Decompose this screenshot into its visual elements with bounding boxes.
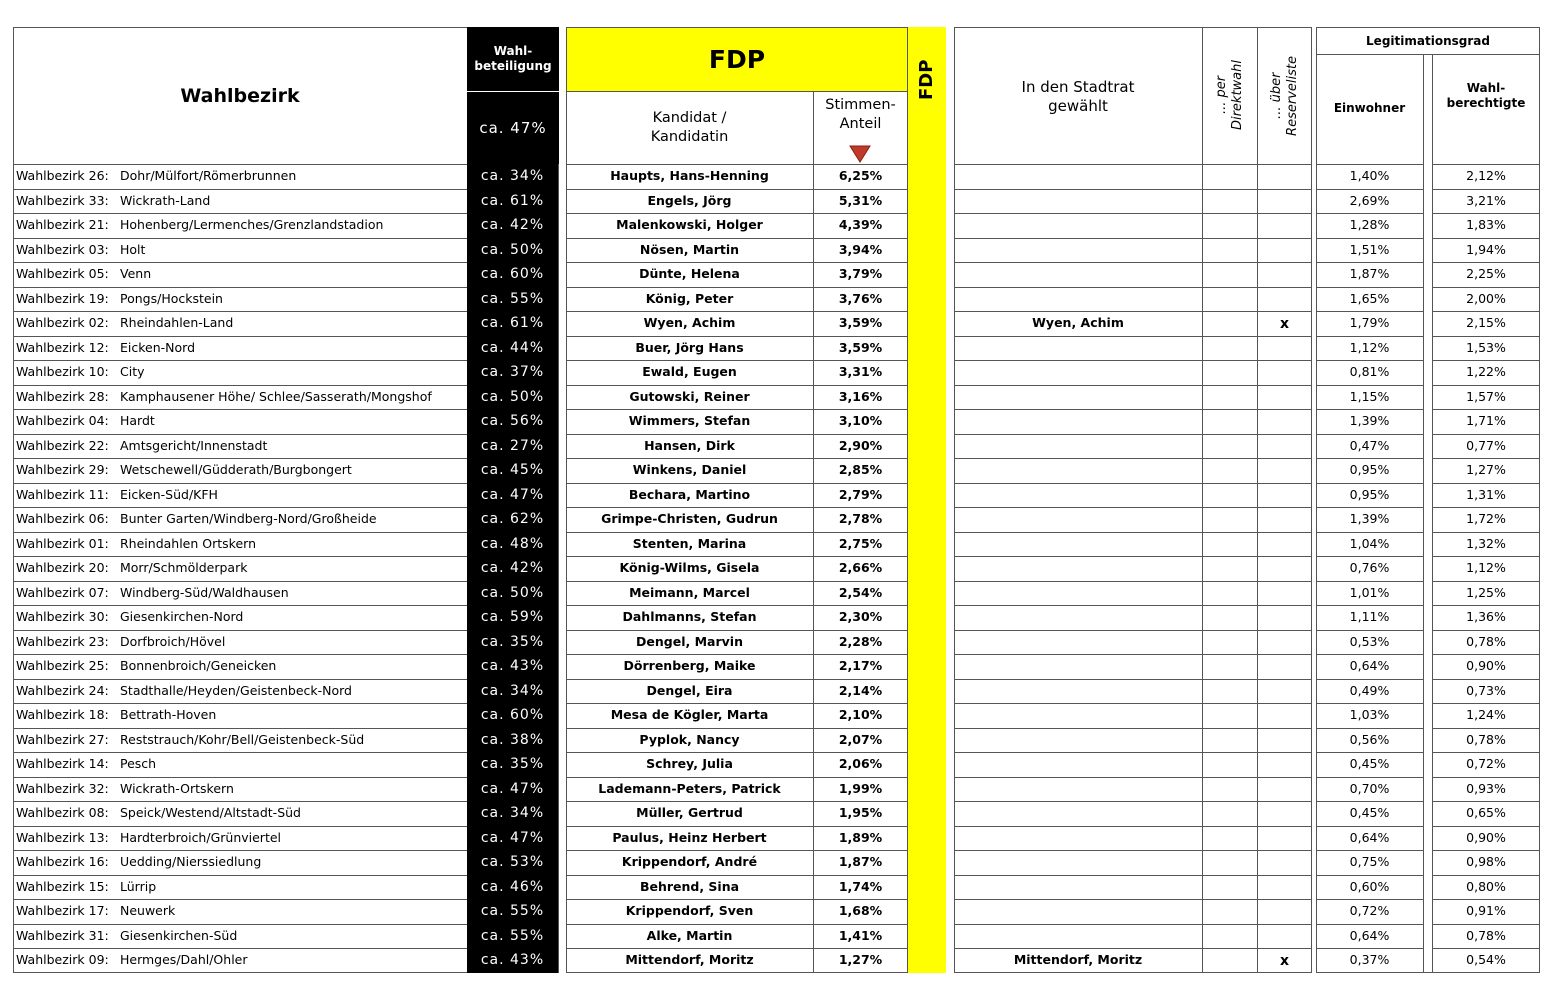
vote-share: 2,54% (838, 584, 883, 600)
turnout-value: ca. 42% (467, 556, 558, 581)
candidate-name: König, Peter (645, 290, 734, 306)
candidate-name: Mittendorf, Moritz (625, 952, 754, 967)
district-name: Bettrath-Hoven (120, 707, 217, 722)
wahlberechtigte-value: 1,25% (1466, 584, 1506, 600)
district-number: Wahlbezirk 26: (16, 168, 109, 183)
einwohner-value: 0,70% (1349, 780, 1390, 796)
candidate-name: Krippendorf, Sven (625, 903, 754, 918)
district-number: Wahlbezirk 06: (16, 511, 109, 526)
turnout-value: ca. 45% (467, 458, 558, 483)
district-name: Morr/Schmölderpark (120, 560, 248, 575)
wahlberechtigte-value: 1,36% (1466, 609, 1506, 624)
einwohner-value: 1,39% (1349, 413, 1390, 428)
row-divider (954, 483, 1312, 484)
row-divider (954, 679, 1312, 680)
einwohner-value: 0,64% (1349, 927, 1390, 943)
district-number: Wahlbezirk 03: (16, 241, 109, 257)
legitimation-header: Legitimationsgrad (1366, 33, 1490, 48)
row-divider (954, 189, 1312, 190)
district-number: Wahlbezirk 18: (16, 707, 109, 722)
turnout-value: ca. 27% (467, 434, 558, 459)
party-header: FDP (567, 28, 907, 91)
row-divider (954, 752, 1312, 753)
turnout-value: ca. 37% (467, 360, 558, 385)
einwohner-value: 1,28% (1349, 217, 1390, 232)
turnout-value: ca. 34% (467, 801, 558, 826)
einwohner-value: 0,60% (1349, 878, 1390, 894)
vote-share: 2,75% (838, 535, 883, 551)
row-divider (954, 899, 1312, 900)
wahlberechtigte-value: 1,32% (1466, 535, 1506, 551)
einwohner-value: 1,39% (1349, 511, 1390, 526)
einwohner-value: 0,75% (1349, 854, 1390, 869)
candidate-name: Gutowski, Reiner (629, 388, 750, 404)
vote-share: 3,10% (838, 413, 883, 428)
vote-share: 3,76% (838, 290, 883, 306)
einwohner-value: 0,47% (1349, 437, 1390, 453)
direktwahl-header: ... per Direktwahl (1213, 59, 1245, 131)
district-number: Wahlbezirk 01: (16, 535, 109, 551)
candidate-name: Behrend, Sina (639, 878, 740, 894)
turnout-value: ca. 59% (467, 605, 558, 630)
district-number: Wahlbezirk 31: (16, 927, 109, 943)
district-name: Reststrauch/Kohr/Bell/Geistenbeck-Süd (120, 731, 365, 747)
district-name: Lürrip (120, 878, 157, 894)
turnout-value: ca. 47% (467, 777, 558, 802)
vote-share: 2,14% (838, 682, 883, 698)
vote-share: 1,87% (838, 854, 883, 869)
wahlberechtigte-value: 2,12% (1466, 168, 1506, 183)
row-divider (954, 924, 1312, 925)
turnout-value: ca. 43% (467, 948, 558, 973)
candidate-name: Haupts, Hans-Henning (610, 168, 769, 183)
row-divider (954, 826, 1312, 827)
vote-share: 1,27% (838, 952, 883, 967)
einwohner-value: 1,65% (1349, 290, 1390, 306)
einwohner-value: 1,04% (1349, 535, 1390, 551)
district-name: Venn (120, 266, 152, 281)
district-number: Wahlbezirk 10: (16, 364, 109, 379)
row-divider (954, 336, 1312, 337)
district-name: City (120, 364, 145, 379)
wahlbezirk-header: Wahlbezirk (180, 84, 300, 107)
row-divider (954, 409, 1312, 410)
turnout-value: ca. 42% (467, 213, 558, 238)
candidate-name: Engels, Jörg (647, 192, 732, 208)
row-divider (954, 238, 1312, 239)
sort-descending-icon[interactable] (849, 145, 871, 163)
district-name: Speick/Westend/Altstadt-Süd (120, 805, 301, 820)
wahlberechtigte-value: 0,90% (1466, 658, 1506, 673)
district-number: Wahlbezirk 23: (16, 633, 109, 649)
turnout-value: ca. 56% (467, 409, 558, 434)
turnout-value: ca. 61% (467, 311, 558, 336)
row-divider (954, 287, 1312, 288)
row-divider (954, 654, 1312, 655)
reserveliste-header-box (1257, 40, 1312, 152)
district-name: Rheindahlen-Land (120, 315, 234, 330)
vote-share: 2,10% (838, 707, 883, 722)
einwohner-value: 0,95% (1349, 486, 1390, 502)
district-name: Hardterbroich/Grünviertel (120, 829, 282, 845)
candidate-name: Krippendorf, André (621, 854, 758, 869)
turnout-value: ca. 60% (467, 262, 558, 287)
district-name: Bonnenbroich/Geneicken (120, 658, 277, 673)
district-number: Wahlbezirk 33: (16, 192, 109, 208)
district-number: Wahlbezirk 29: (16, 462, 109, 477)
row-divider (954, 556, 1312, 557)
vote-share: 3,79% (838, 266, 883, 281)
wahlberechtigte-value: 0,93% (1466, 780, 1506, 796)
district-number: Wahlbezirk 27: (16, 731, 109, 747)
turnout-value: ca. 46% (467, 875, 558, 900)
district-name: Amtsgericht/Innenstadt (120, 437, 268, 453)
einwohner-value: 1,87% (1349, 266, 1390, 281)
vote-share: 2,30% (838, 609, 883, 624)
district-name: Pesch (120, 756, 157, 771)
candidate-name: Nösen, Martin (639, 241, 740, 257)
wahlberechtigte-value: 1,31% (1466, 486, 1506, 502)
candidate-name: Alke, Martin (646, 927, 733, 943)
stadtrat-divider-2 (1257, 27, 1258, 973)
wahlberechtigte-value: 0,78% (1466, 731, 1506, 747)
turnout-value: ca. 43% (467, 654, 558, 679)
district-number: Wahlbezirk 16: (16, 854, 109, 869)
district-name: Windberg-Süd/Waldhausen (120, 584, 289, 600)
candidate-name: Grimpe-Christen, Gudrun (601, 511, 778, 526)
einwohner-value: 0,81% (1349, 364, 1390, 379)
vote-share: 3,16% (838, 388, 883, 404)
direktwahl-header-box (1202, 40, 1257, 150)
vote-share: 2,28% (838, 633, 883, 649)
turnout-value: ca. 55% (467, 899, 558, 924)
vote-share: 3,59% (838, 315, 883, 330)
turnout-value: ca. 34% (467, 164, 558, 189)
district-number: Wahlbezirk 08: (16, 805, 109, 820)
wahlberechtigte-value: 0,54% (1466, 952, 1506, 967)
einwohner-value: 0,37% (1349, 952, 1390, 967)
candidate-name: Mesa de Kögler, Marta (610, 707, 769, 722)
turnout-value: ca. 50% (467, 385, 558, 410)
vote-share: 2,78% (838, 511, 883, 526)
turnout-value: ca. 61% (467, 189, 558, 214)
vote-share: 2,17% (838, 658, 883, 673)
einwohner-value: 1,79% (1349, 315, 1390, 330)
row-divider (954, 728, 1312, 729)
einwohner-value: 0,53% (1349, 633, 1390, 649)
row-divider (954, 605, 1312, 606)
einwohner-value: 0,64% (1349, 829, 1390, 845)
wahlberechtigte-value: 0,98% (1466, 854, 1506, 869)
vote-share: 1,68% (838, 903, 883, 918)
einwohner-value: 2,69% (1349, 192, 1390, 208)
einwohner-value: 1,11% (1349, 609, 1390, 624)
district-number: Wahlbezirk 12: (16, 339, 109, 355)
vote-share: 1,95% (838, 805, 883, 820)
district-number: Wahlbezirk 19: (16, 290, 109, 306)
wahlberechtigte-value: 0,78% (1466, 633, 1506, 649)
wahlberechtigte-value: 1,53% (1466, 339, 1506, 355)
vote-share: 2,66% (838, 560, 883, 575)
district-number: Wahlbezirk 28: (16, 388, 109, 404)
district-name: Eicken-Nord (120, 339, 196, 355)
vote-share: 2,07% (838, 731, 883, 747)
district-number: Wahlbezirk 25: (16, 658, 109, 673)
einwohner-value: 0,72% (1349, 903, 1390, 918)
turnout-value: ca. 47% (467, 483, 558, 508)
candidate-name: Hansen, Dirk (644, 437, 735, 453)
vote-share: 3,31% (838, 364, 883, 379)
row-divider (954, 532, 1312, 533)
reserveliste-header: ... über Reserveliste (1268, 56, 1300, 136)
vote-share: 1,74% (838, 878, 883, 894)
elected-name: Mittendorf, Moritz (1013, 952, 1143, 967)
einwohner-value: 1,03% (1349, 707, 1390, 722)
district-name: Dohr/Mülfort/Römerbrunnen (120, 168, 297, 183)
einwohner-value: 0,56% (1349, 731, 1390, 747)
turnout-value: ca. 34% (467, 679, 558, 704)
einwohner-value: 1,51% (1349, 241, 1390, 257)
turnout-value: ca. 47% (467, 826, 558, 851)
einwohner-value: 0,95% (1349, 462, 1390, 477)
wahlberechtigte-value: 1,57% (1466, 388, 1506, 404)
wahlberechtigte-value: 2,25% (1466, 266, 1506, 281)
party-band-label: FDP (916, 59, 937, 101)
district-number: Wahlbezirk 30: (16, 609, 109, 624)
candidate-name: Winkens, Daniel (632, 462, 747, 477)
turnout-value: ca. 50% (467, 238, 558, 263)
district-name: Pongs/Hockstein (120, 290, 223, 306)
elected-name: Wyen, Achim (1032, 315, 1124, 330)
candidate-name: König-Wilms, Gisela (619, 560, 760, 575)
row-divider (954, 262, 1312, 263)
einwohner-value: 0,45% (1349, 805, 1390, 820)
wahlberechtigte-value: 0,65% (1466, 805, 1506, 820)
turnout-value: ca. 44% (467, 336, 558, 361)
wahlberechtigte-value: 1,72% (1466, 511, 1506, 526)
candidate-name: Dünte, Helena (639, 266, 740, 281)
row-divider (954, 360, 1312, 361)
legitimation-header-divider (1316, 54, 1540, 55)
party-band (908, 27, 946, 973)
stadtrat-block (954, 27, 1312, 973)
wahlberechtigte-value: 0,77% (1466, 437, 1506, 453)
vote-share: 2,06% (838, 756, 883, 771)
vote-share: 1,89% (838, 829, 883, 845)
candidate-name: Dahlmanns, Stefan (622, 609, 757, 624)
vote-share: 5,31% (838, 192, 883, 208)
row-divider (954, 703, 1312, 704)
wahlberechtigte-value: 1,22% (1466, 364, 1506, 379)
district-number: Wahlbezirk 05: (16, 266, 109, 281)
wahlberechtigte-value: 2,15% (1466, 315, 1506, 330)
district-name: Stadthalle/Heyden/Geistenbeck-Nord (120, 682, 352, 698)
einwohner-value: 1,15% (1349, 388, 1390, 404)
einwohner-value: 0,45% (1349, 756, 1390, 771)
candidate-name: Wyen, Achim (643, 315, 736, 330)
wahlberechtigte-value: 0,91% (1466, 903, 1506, 918)
candidate-name: Ewald, Eugen (642, 364, 737, 379)
wahlberechtigte-value: 0,78% (1466, 927, 1506, 943)
einwohner-header: Einwohner (1333, 101, 1406, 115)
district-name: Giesenkirchen-Nord (120, 609, 244, 624)
district-name: Hardt (120, 413, 155, 428)
reserveliste-mark: x (1279, 316, 1290, 332)
row-divider (954, 385, 1312, 386)
district-name: Hermges/Dahl/Ohler (120, 952, 248, 967)
district-number: Wahlbezirk 32: (16, 780, 109, 796)
einwohner-value: 0,49% (1349, 682, 1390, 698)
stadtrat-divider-1 (1202, 27, 1203, 973)
district-name: Eicken-Süd/KFH (120, 486, 218, 502)
row-divider (954, 801, 1312, 802)
candidate-name: Malenkowski, Holger (616, 217, 763, 232)
district-number: Wahlbezirk 20: (16, 560, 109, 575)
district-name: Kamphausener Höhe/ Schlee/Sasserath/Mongshof (120, 388, 432, 404)
wahlberechtigte-value: 1,71% (1466, 413, 1506, 428)
district-number: Wahlbezirk 11: (16, 486, 109, 502)
district-number: Wahlbezirk 14: (16, 756, 109, 771)
einwohner-value: 1,12% (1349, 339, 1390, 355)
vote-share: 3,94% (838, 241, 883, 257)
district-number: Wahlbezirk 02: (16, 315, 109, 330)
einwohner-value: 0,76% (1349, 560, 1390, 575)
district-name: Hohenberg/Lermenches/Grenzlandstadion (120, 217, 384, 232)
candidate-name: Pyplok, Nancy (639, 731, 740, 747)
district-number: Wahlbezirk 13: (16, 829, 109, 845)
district-number: Wahlbezirk 04: (16, 413, 109, 428)
district-number: Wahlbezirk 22: (16, 437, 109, 453)
vote-share: 6,25% (838, 168, 883, 183)
candidate-name: Meimann, Marcel (629, 584, 750, 600)
vote-share: 2,90% (838, 437, 883, 453)
district-number: Wahlbezirk 17: (16, 903, 109, 918)
candidate-name: Paulus, Heinz Herbert (612, 829, 767, 845)
district-number: Wahlbezirk 15: (16, 878, 109, 894)
candidate-name: Dengel, Eira (646, 682, 733, 698)
turnout-value: ca. 38% (467, 728, 558, 753)
candidate-name: Stenten, Marina (632, 535, 747, 551)
reserveliste-mark: x (1279, 953, 1290, 969)
wahlberechtigte-value: 1,83% (1466, 217, 1506, 232)
vote-share: 1,41% (838, 927, 883, 943)
stimmen-header: Stimmen- Anteil (825, 97, 896, 132)
row-divider (954, 630, 1312, 631)
district-name: Bunter Garten/Windberg-Nord/Großheide (120, 511, 377, 526)
vote-share: 1,99% (838, 780, 883, 796)
candidate-name: Müller, Gertrud (636, 805, 743, 820)
legitimation-divider-1 (1423, 54, 1424, 973)
district-name: Neuwerk (120, 903, 176, 918)
wahlbeteiligung-header: Wahl- beteiligung (474, 44, 552, 73)
wahlberechtigte-value: 0,72% (1466, 756, 1506, 771)
wahlberechtigte-value: 3,21% (1466, 192, 1506, 208)
stadtrat-header: In den Stadtrat gewählt (1021, 78, 1135, 115)
vote-share: 2,85% (838, 462, 883, 477)
district-name: Holt (120, 241, 146, 257)
wahlberechtigte-value: 0,90% (1466, 829, 1506, 845)
district-number: Wahlbezirk 07: (16, 584, 109, 600)
wahlberechtigte-value: 0,80% (1466, 878, 1506, 894)
vote-share: 4,39% (838, 217, 883, 232)
row-divider (954, 875, 1312, 876)
turnout-value: ca. 60% (467, 703, 558, 728)
turnout-value: ca. 50% (467, 581, 558, 606)
row-divider (954, 434, 1312, 435)
district-name: Uedding/Nierssiedlung (120, 854, 262, 869)
wahlberechtigte-value: 0,73% (1466, 682, 1506, 698)
row-divider (954, 777, 1312, 778)
candidate-name: Wimmers, Stefan (628, 413, 751, 428)
district-number: Wahlbezirk 24: (16, 682, 109, 698)
district-name: Dorfbroich/Hövel (120, 633, 226, 649)
vote-share: 3,59% (838, 339, 883, 355)
wahlberechtigte-value: 2,00% (1466, 290, 1506, 306)
kandidat-header: Kandidat / Kandidatin (650, 110, 729, 145)
turnout-value: ca. 62% (467, 507, 558, 532)
row-divider (954, 164, 1312, 165)
wahlberechtigte-value: 1,94% (1466, 241, 1506, 257)
row-divider (954, 507, 1312, 508)
candidate-name: Dengel, Marvin (636, 633, 743, 649)
wahlberechtigte-value: 1,24% (1466, 707, 1506, 722)
row-divider (954, 850, 1312, 851)
district-name: Wickrath-Ortskern (120, 780, 234, 796)
vote-share: 2,79% (838, 486, 883, 502)
candidate-name: Bechara, Martino (628, 486, 751, 502)
einwohner-value: 1,40% (1349, 168, 1390, 183)
turnout-value: ca. 48% (467, 532, 558, 557)
candidate-name: Schrey, Julia (646, 756, 733, 771)
district-name: Rheindahlen Ortskern (120, 535, 256, 551)
candidate-name: Dörrenberg, Maike (623, 658, 756, 673)
turnout-value: ca. 53% (467, 850, 558, 875)
candidate-name: Buer, Jörg Hans (635, 339, 744, 355)
einwohner-value: 0,64% (1349, 658, 1390, 673)
district-name: Wetschewell/Güdderath/Burgbongert (120, 462, 352, 477)
wahlberechtigte-value: 1,27% (1466, 462, 1506, 477)
turnout-value: ca. 35% (467, 630, 558, 655)
wahlbeteiligung-total: ca. 47% (479, 119, 547, 137)
turnout-value: ca. 55% (467, 287, 558, 312)
turnout-value: ca. 55% (467, 924, 558, 949)
turnout-value: ca. 35% (467, 752, 558, 777)
einwohner-value: 1,01% (1349, 584, 1390, 600)
row-divider (954, 213, 1312, 214)
candidate-name: Lademann-Peters, Patrick (598, 780, 781, 796)
district-name: Giesenkirchen-Süd (120, 927, 238, 943)
row-divider (954, 581, 1312, 582)
district-number: Wahlbezirk 09: (16, 952, 109, 967)
district-name: Wickrath-Land (120, 192, 211, 208)
wahlberechtigte-value: 1,12% (1466, 560, 1506, 575)
wahlberechtigte-header: Wahl- berechtigte (1446, 81, 1526, 110)
row-divider (954, 458, 1312, 459)
district-number: Wahlbezirk 21: (16, 217, 109, 232)
